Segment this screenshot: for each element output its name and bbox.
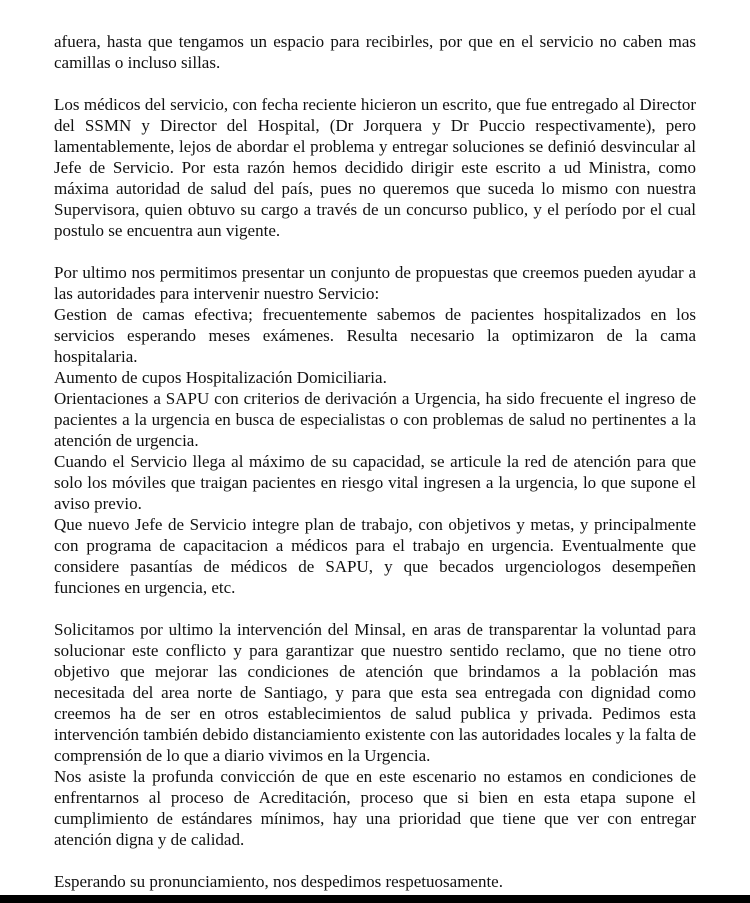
- proposal-capacity-network: Cuando el Servicio llega al máximo de su capacidad, se articule la red de atención para que solo los móviles que traigan pacientes en riesgo vital ingresen a la urgencia, lo que supone el aviso previo.: [54, 452, 696, 513]
- paragraph-minsal-request: [54, 619, 696, 850]
- proposals-intro: Por ultimo nos permitimos presentar un conjunto de propuestas que creemos pueden ayudar a las autoridades para intervenir nuestro Servicio:: [54, 263, 696, 303]
- proposal-sapu-guidelines: Orientaciones a SAPU con criterios de derivación a Urgencia, ha sido frecuente el ingreso de pacientes a la urgencia en busca de especialistas o con problemas de salud no pertinentes a la atención de urgencia.: [54, 389, 696, 450]
- letter-body: [54, 31, 696, 892]
- closing-line: Esperando su pronunciamiento, nos despedimos respetuosamente.: [54, 872, 503, 891]
- text-line: Los médicos del servicio, con fecha reciente hicieron un escrito, que fue entregado al Director del SSMN y Director del Hospital, (Dr Jorquera y Dr Puccio respectivamente), pero lamentablemente, lejos de abordar el problema y entregar soluciones se definió desvincular al Jefe de Servicio. Por esta razón hemos decidido dirigir este escrito a ud Ministra, como máxima autoridad de salud del país, pues no queremos que suceda lo mismo con nuestra Supervisora, quien obtuvo su cargo a través de un concurso publico, y el período por el cual postulo se encuentra aun vigente.: [54, 95, 696, 240]
- paragraph-doctors-letter: [54, 94, 696, 241]
- bottom-border: [0, 895, 750, 903]
- proposal-bed-management: Gestion de camas efectiva; frecuentemente sabemos de pacientes hospitalizados en los servicios esperando meses exámenes. Resulta necesario la optimizaron de la cama hospitalaria.: [54, 305, 696, 366]
- text-line: afuera, hasta que tengamos un espacio para recibirles, por que en el servicio no caben mas camillas o incluso sillas.: [54, 32, 696, 72]
- text-line: Solicitamos por ultimo la intervención del Minsal, en aras de transparentar la voluntad para solucionar este conflicto y para garantizar que nuestro sentido reclamo, que no tiene otro objetivo que mejorar las condiciones de atención que brindamos a la población mas necesitada del area norte de Santiago, y para que esta sea entregada con dignidad como creemos ha de ser en otros establecimientos de salud publica y privada. Pedimos esta intervención también debido distanciamiento existente con las autoridades locales y la falta de comprensión de lo que a diario vivimos en la Urgencia.: [54, 620, 696, 765]
- text-line: Nos asiste la profunda convicción de que en este escenario no estamos en condiciones de enfrentarnos al proceso de Acreditación, proceso que si bien en esta etapa supone el cumplimiento de estándares mínimos, hay una prioridad que tiene que ver con entregar atención digna y de calidad.: [54, 767, 696, 849]
- paragraph-continuation: [54, 31, 696, 73]
- paragraph-proposals: [54, 262, 696, 598]
- paragraph-closing: [54, 871, 696, 892]
- proposal-new-head: Que nuevo Jefe de Servicio integre plan de trabajo, con objetivos y metas, y principalmente con programa de capacitacion a médicos para el trabajo en urgencia. Eventualmente que considere pasantías de médicos de SAPU, y que becados urgenciologos desempeñen funciones en urgencia, etc.: [54, 515, 696, 597]
- proposal-home-hospitalization: Aumento de cupos Hospitalización Domiciliaria.: [54, 368, 387, 387]
